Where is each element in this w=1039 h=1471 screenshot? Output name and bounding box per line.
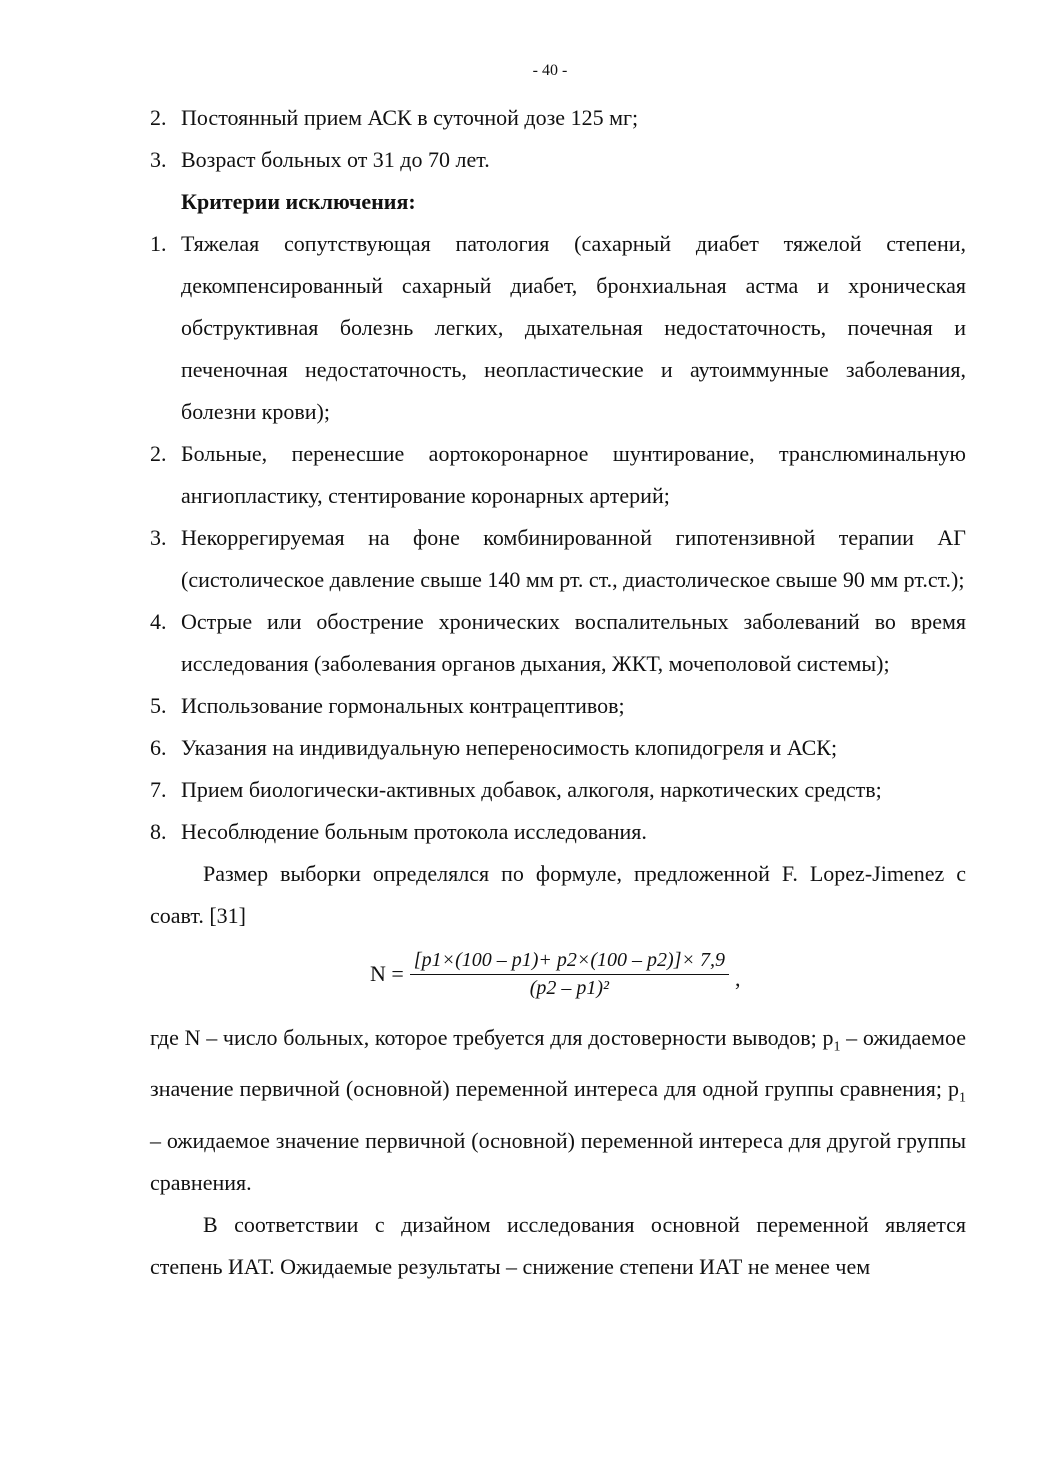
list-text: Несоблюдение больным протокола исследования.	[181, 819, 647, 844]
list-text: Прием биологически-активных добавок, алкоголя, наркотических средств;	[181, 777, 882, 802]
list-text: Возраст больных от 31 до 70 лет.	[181, 147, 490, 172]
list-number: 8.	[150, 819, 167, 844]
formula-denominator: (p2 – p1)²	[529, 976, 610, 999]
formula-trailing: ,	[735, 966, 741, 991]
subscript: 1	[959, 1090, 966, 1106]
list-text: Больные, перенесшие аортокоронарное шунтирование, транслюминальную ангиопластику, стентирование коронарных артерий;	[181, 441, 966, 508]
document-body	[150, 97, 966, 1288]
list-number: 4.	[150, 609, 167, 634]
list-text: Постоянный прием АСК в суточной дозе 125 мг;	[181, 105, 639, 130]
list-number: 2.	[150, 441, 167, 466]
explanation-text: – ожидаемое значение первичной (основной) переменной интереса для одной группы сравнения; p	[150, 1025, 966, 1102]
list-text: Некоррегируемая на фоне комбинированной гипотензивной терапии АГ (систолическое давление свыше 140 мм рт. ст., диастолическое свыше 90 мм рт.ст.);	[181, 525, 966, 592]
list-text: Острые или обострение хронических воспалительных заболеваний во время исследования (заболевания органов дыхания, ЖКТ, мочеполовой системы);	[181, 609, 966, 676]
subscript: 1	[833, 1039, 841, 1055]
list-item	[150, 685, 966, 727]
list-item	[150, 97, 966, 139]
list-text: Использование гормональных контрацептивов;	[181, 693, 625, 718]
sample-size-paragraph: Размер выборки определялся по формуле, предложенной F. Lopez-Jimenez с соавт. [31]	[150, 861, 966, 928]
formula-fraction	[410, 949, 729, 1000]
list-item	[150, 601, 966, 685]
formula-numerator: [p1×(100 – p1)+ p2×(100 – p2)]× 7,9	[410, 949, 729, 975]
list-item	[150, 769, 966, 811]
explanation-text: где N – число больных, которое требуется для достоверности выводов; p	[150, 1025, 834, 1050]
page-number: - 40 -	[532, 62, 568, 79]
list-text: Тяжелая сопутствующая патология (сахарный диабет тяжелой степени, декомпенсированный сахарный диабет, бронхиальная астма и хроническая обструктивная болезнь легких, дыхательная недостаточность, почечная и печеночная недостаточность, неопластические и аутоиммунные заболевания, болезни крови);	[181, 231, 966, 424]
list-number: 3.	[150, 147, 167, 172]
list-item	[150, 811, 966, 853]
formula-explanation-paragraph	[150, 1017, 966, 1204]
list-item	[150, 517, 966, 601]
list-item	[150, 433, 966, 517]
list-text: Указания на индивидуальную непереносимость клопидогреля и АСК;	[181, 735, 838, 760]
section-heading: Критерии исключения:	[181, 189, 416, 214]
list-number: 5.	[150, 693, 167, 718]
list-item	[150, 223, 966, 433]
list-number: 2.	[150, 105, 167, 130]
sample-size-formula	[370, 939, 966, 1009]
list-item	[150, 727, 966, 769]
list-number: 6.	[150, 735, 167, 760]
explanation-text: – ожидаемое значение первичной (основной) переменной интереса для другой группы сравнения.	[150, 1127, 966, 1195]
list-number: 7.	[150, 777, 167, 802]
list-number: 3.	[150, 525, 167, 550]
formula-lhs: N =	[370, 961, 404, 986]
list-number: 1.	[150, 231, 167, 256]
design-paragraph: В соответствии с дизайном исследования основной переменной является степень ИАТ. Ожидаемые результаты – снижение степени ИАТ не менее чем	[150, 1211, 966, 1279]
list-item	[150, 139, 966, 181]
